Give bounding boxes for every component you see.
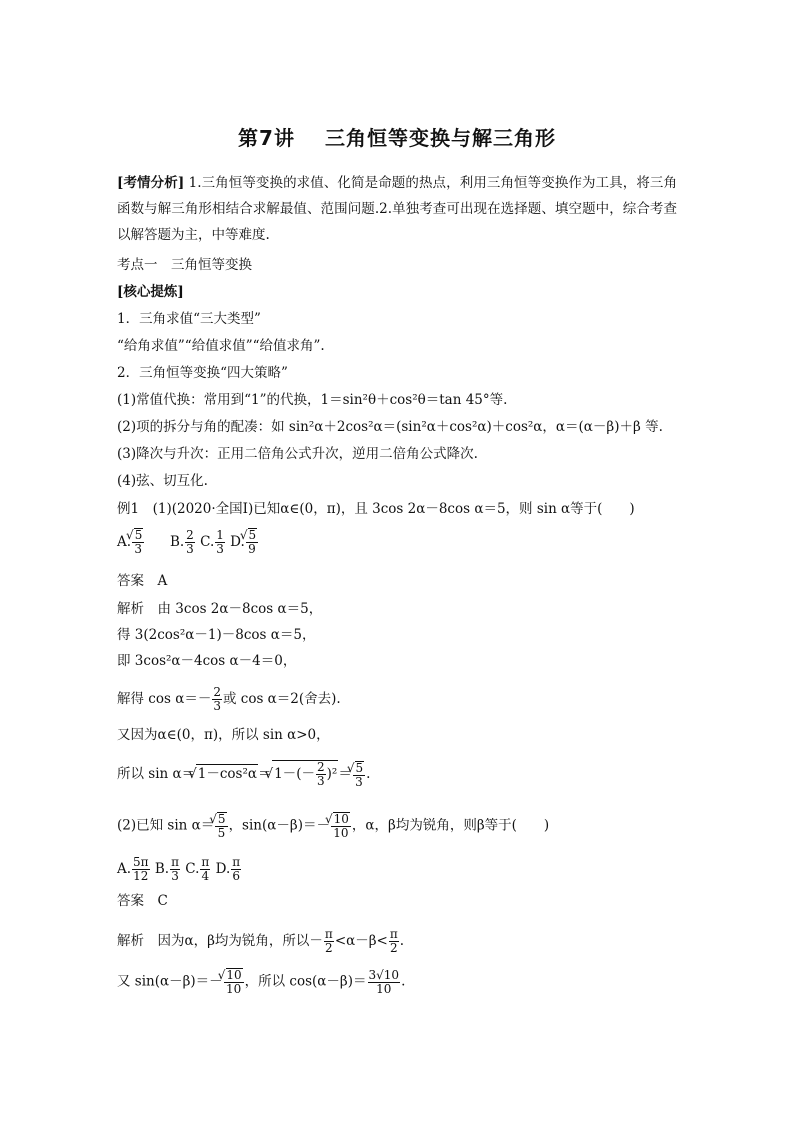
q1-option-c: C. $\frac{1}{3}$: [200, 527, 224, 556]
intro-label: [考情分析]: [117, 175, 185, 191]
strategy-3: (3)降次与升次：正用二倍角公式升次，逆用二倍角公式降次.: [117, 446, 478, 462]
q1-option-d: D. √ $\frac{5}{9}$: [230, 534, 259, 550]
item1-text: “给角求值”“给值求值”“给值求角”.: [117, 338, 325, 354]
item2-title: 2．三角恒等变换“四大策略”: [117, 365, 288, 381]
q1-analysis-5: 又因为α∈(0，π)，所以 sin α>0，: [117, 727, 330, 743]
strategy-1: (1)常值代换：常用到“1”的代换，1＝sin²θ＋cos²θ＝tan 45°等.: [117, 392, 508, 408]
q1-answer: 答案 A: [117, 573, 168, 589]
item1-title: 1．三角求值“三大类型”: [117, 311, 261, 327]
lecture-topic: 三角恒等变换与解三角形: [324, 126, 556, 150]
intro-paragraph: [117, 170, 677, 248]
q2-option-a: A. $\frac{5\pi}{12}$: [117, 855, 149, 883]
q1-options: [117, 528, 259, 556]
q1-analysis-2: 得 3(2cos²α－1)－8cos α＝5，: [117, 627, 316, 643]
q1-option-a: A. √ $\frac{5}{3}$: [117, 534, 145, 550]
q1-option-b: B. $\frac{2}{3}$: [169, 527, 194, 556]
q2-option-b: B. $\frac{\pi}{3}$: [154, 855, 179, 883]
q2-answer: 答案 C: [117, 893, 168, 909]
example1-question2: (2)已知 sin α＝ √ $\frac{5}{5}$ ，sin(α－β)＝－ √ $\frac{10}{10}$ ，α，β均为锐角，则β等于( ): [117, 812, 549, 840]
strategy-2: (2)项的拆分与角的配凑：如 sin²α＋2cos²α＝(sin²α＋cos²α)＋cos²α，α＝(α－β)＋β 等.: [117, 419, 663, 435]
q1-analysis-6: 所以 sin α＝√ 1－cos²α＝√ 1－(－ $\frac{2}{3}$ )²＝ √ $\frac{5}{3}$ .: [117, 760, 370, 789]
q2-analysis-2: 又 sin(α－β)＝－ √ $\frac{10}{10}$ ，所以 cos(α－β)＝ $\frac{3√10}{10}$ .: [117, 968, 405, 996]
q1-analysis-1: 解析 由 3cos 2α－8cos α＝5，: [117, 601, 323, 617]
q2-option-d: D. $\frac{\pi}{6}$: [215, 855, 241, 883]
q2-options: [117, 856, 242, 883]
lecture-number: 第7讲: [238, 126, 295, 150]
section-heading: 考点一 三角恒等变换: [117, 257, 252, 273]
q1-analysis-4: 解得 cos α＝－ $\frac{2}{3}$ 或 cos α＝2(舍去).: [117, 685, 341, 713]
q2-analysis-1: 解析 因为α，β均为锐角，所以－ $\frac{\pi}{2}$ <α－β< $\frac{\pi}{2}$ .: [117, 927, 405, 955]
example1-question1: 例1 (1)(2020·全国Ⅰ)已知α∈(0，π)，且 3cos 2α－8cos α＝5，则 sin α等于( ): [117, 501, 635, 517]
core-label: [核心提炼]: [117, 284, 184, 300]
q2-option-c: C. $\frac{\pi}{4}$: [185, 855, 210, 883]
intro-text: 1.三角恒等变换的求值、化简是命题的热点，利用三角恒等变换作为工具，将三角函数与解三角形相结合求解最值、范围问题.2.单独考查可出现在选择题、填空题中，综合考查以解答题为主，中等难度.: [117, 175, 678, 243]
q1-analysis-3: 即 3cos²α－4cos α－4＝0，: [117, 653, 297, 669]
page-title: [0, 122, 794, 151]
strategy-4: (4)弦、切互化.: [117, 473, 208, 489]
